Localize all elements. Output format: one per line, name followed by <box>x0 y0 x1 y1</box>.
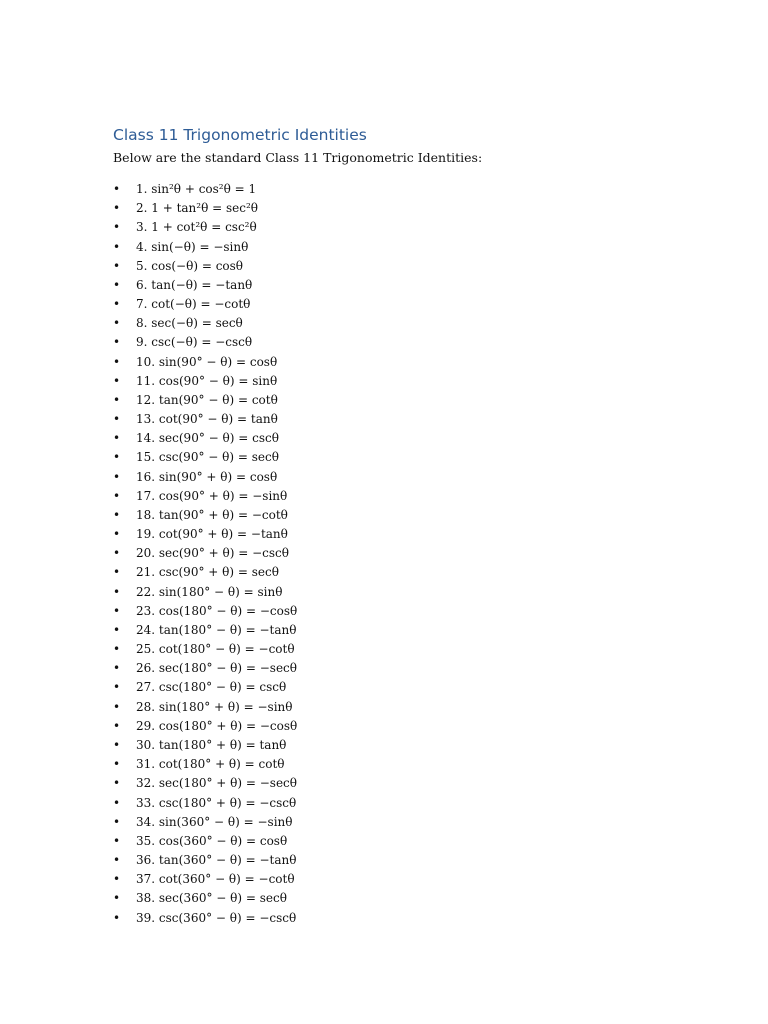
identity-text: 31. cot(180° + θ) = cotθ <box>136 757 285 772</box>
bullet-icon: • <box>113 392 121 407</box>
bullet-icon: • <box>113 737 121 752</box>
bullet-icon: • <box>113 220 121 235</box>
bullet-icon: • <box>113 354 121 369</box>
identity-text: 10. sin(90° − θ) = cosθ <box>136 354 278 369</box>
bullet-icon: • <box>113 239 121 254</box>
identity-text: 20. sec(90° + θ) = −cscθ <box>136 546 289 561</box>
identity-text: 4. sin(−θ) = −sinθ <box>136 239 249 254</box>
bullet-icon: • <box>113 661 121 676</box>
identity-text: 38. sec(360° − θ) = secθ <box>136 891 287 906</box>
identity-text: 23. cos(180° − θ) = −cosθ <box>136 603 298 618</box>
bullet-icon: • <box>113 910 121 925</box>
bullet-icon: • <box>113 373 121 388</box>
bullet-icon: • <box>113 201 121 216</box>
identity-text: 18. tan(90° + θ) = −cotθ <box>136 507 288 522</box>
identity-text: 22. sin(180° − θ) = sinθ <box>136 584 283 599</box>
bullet-icon: • <box>113 642 121 657</box>
bullet-icon: • <box>113 833 121 848</box>
identity-text: 36. tan(360° − θ) = −tanθ <box>136 853 297 868</box>
bullet-icon: • <box>113 718 121 733</box>
identity-text: 32. sec(180° + θ) = −secθ <box>136 776 297 791</box>
identity-text: 19. cot(90° + θ) = −tanθ <box>136 527 288 542</box>
bullet-icon: • <box>113 795 121 810</box>
bullet-icon: • <box>113 182 121 196</box>
identity-text: 30. tan(180° + θ) = tanθ <box>136 737 287 752</box>
bullet-icon: • <box>113 277 121 292</box>
identity-text: 34. sin(360° − θ) = −sinθ <box>136 814 293 829</box>
bullet-icon: • <box>113 507 121 522</box>
bullet-icon: • <box>113 527 121 542</box>
identity-text: 29. cos(180° + θ) = −cosθ <box>136 718 298 733</box>
bullet-icon: • <box>113 412 121 427</box>
identity-text: 28. sin(180° + θ) = −sinθ <box>136 699 293 714</box>
document-title: Class 11 Trigonometric Identities <box>113 126 367 144</box>
identity-text: 27. csc(180° − θ) = cscθ <box>136 680 287 695</box>
bullet-icon: • <box>113 584 121 599</box>
bullet-icon: • <box>113 450 121 465</box>
identity-text: 6. tan(−θ) = −tanθ <box>136 277 253 292</box>
identity-text: 26. sec(180° − θ) = −secθ <box>136 661 297 676</box>
bullet-icon: • <box>113 316 121 331</box>
bullet-icon: • <box>113 872 121 887</box>
bullet-icon: • <box>113 680 121 695</box>
bullet-icon: • <box>113 488 121 503</box>
bullet-icon: • <box>113 699 121 714</box>
identity-text: 15. csc(90° − θ) = secθ <box>136 450 279 465</box>
identity-text: 16. sin(90° + θ) = cosθ <box>136 469 278 484</box>
bullet-icon: • <box>113 853 121 868</box>
identity-text: 24. tan(180° − θ) = −tanθ <box>136 622 297 637</box>
identity-text: 25. cot(180° − θ) = −cotθ <box>136 642 295 657</box>
intro-paragraph: Below are the standard Class 11 Trigonometric Identities: <box>113 150 483 165</box>
bullet-icon: • <box>113 335 121 350</box>
bullet-icon: • <box>113 814 121 829</box>
identity-text: 13. cot(90° − θ) = tanθ <box>136 412 278 427</box>
identity-text: 7. cot(−θ) = −cotθ <box>136 297 251 312</box>
identity-text: 33. csc(180° + θ) = −cscθ <box>136 795 297 810</box>
bullet-icon: • <box>113 431 121 446</box>
bullet-icon: • <box>113 546 121 561</box>
bullet-icon: • <box>113 469 121 484</box>
identity-text: 3. 1 + cot²θ = csc²θ <box>136 220 257 235</box>
bullet-icon: • <box>113 565 121 580</box>
bullet-icon: • <box>113 603 121 618</box>
identity-text: 14. sec(90° − θ) = cscθ <box>136 431 279 446</box>
identity-text: 11. cos(90° − θ) = sinθ <box>136 373 278 388</box>
bullet-icon: • <box>113 891 121 906</box>
identity-text: 37. cot(360° − θ) = −cotθ <box>136 872 295 887</box>
identity-text: 21. csc(90° + θ) = secθ <box>136 565 279 580</box>
bullet-icon: • <box>113 622 121 637</box>
bullet-icon: • <box>113 258 121 273</box>
identity-text: 5. cos(−θ) = cosθ <box>136 258 244 273</box>
identity-text: 1. sin²θ + cos²θ = 1 <box>136 182 257 196</box>
identity-text: 39. csc(360° − θ) = −cscθ <box>136 910 297 925</box>
identity-text: 2. 1 + tan²θ = sec²θ <box>136 201 259 216</box>
identity-text: 9. csc(−θ) = −cscθ <box>136 335 253 350</box>
identity-text: 17. cos(90° + θ) = −sinθ <box>136 488 288 503</box>
bullet-icon: • <box>113 297 121 312</box>
bullet-icon: • <box>113 757 121 772</box>
identity-text: 12. tan(90° − θ) = cotθ <box>136 392 278 407</box>
identity-text: 35. cos(360° − θ) = cosθ <box>136 833 288 848</box>
identity-text: 8. sec(−θ) = secθ <box>136 316 243 331</box>
bullet-icon: • <box>113 776 121 791</box>
